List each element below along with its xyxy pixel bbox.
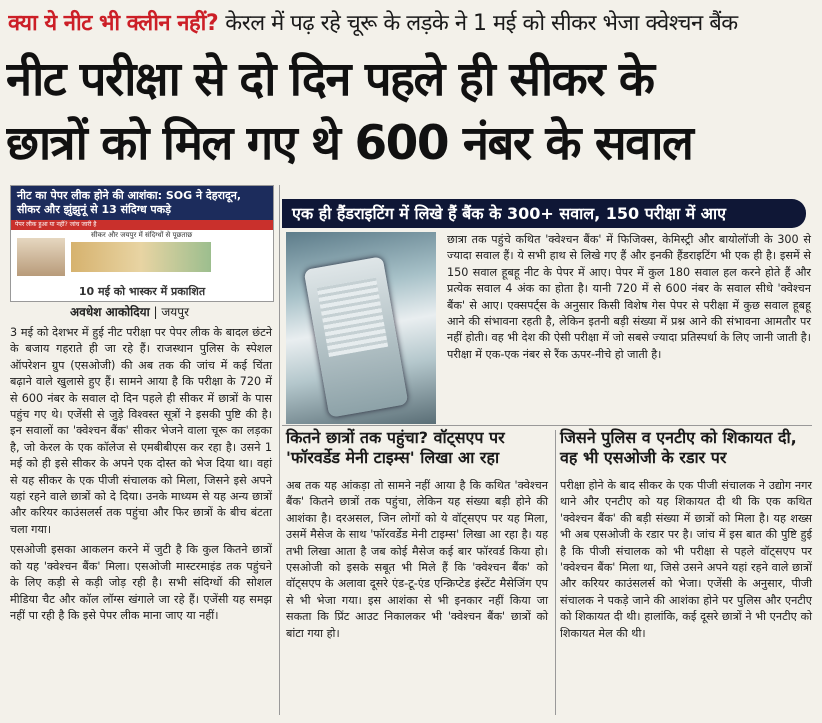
- thumbnail-title: नीट का पेपर लीक होने की आशंका: SOG ने देहरादून, सीकर और झुंझुनूं से 13 संदिग्ध पकड़े: [11, 186, 273, 220]
- phone-image: [304, 256, 409, 418]
- middle-story-text: अब तक यह आंकड़ा तो सामने नहीं आया है कि कथित 'क्वेश्चन बैंक' कितने छात्रों तक पहुंचा, लेकिन यह संख्या बड़ी होने की आशंका है। दरअसल, जिन लोगों को ये वॉट्सएप पर यह मिला, उसमें मैसेज के साथ 'फॉरवर्डेड मेनी टाइम्स' लिखा आ रहा है। यह तभी लिखा आता है जब कोई मैसेज कई बार फॉरवर्ड किया हो। एसओजी को इसके सबूत भी मिले हैं कि 'क्वेश्चन बैंक' को वॉट्सएप के अलावा दूसरे एंड-टू-एंड एन्क्रिप्टेड इंस्टेंट मैसेजिंग एप से भी भेजा गया। इस आशंका से भी इनकार नहीं किया जा सकता कि प्रिंट आउट निकालकर भी 'क्वेश्चन बैंक' छात्रों को बांटा गया हो।: [286, 479, 548, 640]
- column-divider: [279, 185, 280, 715]
- side-story-text: छात्रा तक पहुंचे कथित 'क्वेश्चन बैंक' में फिजिक्स, केमिस्ट्री और बायोलॉजी के 300 से ज्यादा सवाल हैं। ये सभी हाथ से लिखे गए हैं और इनकी हैंडराइटिंग भी एक ही है। इसमें से 150 सवाल हूबहू नीट के पेपर में आए। पेपर में कुल 180 सवाल हल करने होते हैं और प्रत्येक सवाल 4 अंक का होता है। यानी 720 में से 600 नंबर के सवाल सीधे 'क्वेश्चन बैंक' से आए। एक्सपर्ट्स के अनुसार किसी विशेष गेस पेपर से परीक्षा में कुछ सवाल हूबहू आने की संभावना रहती है, लेकिन इतनी बड़ी संख्या में प्रश्न आने की संभावना आमतौर पर नहीं होती। वह भी देश की ऐसी परीक्षा में जो सबसे ज्यादा प्रतिस्पर्धा के लिए जानी जाती है। परीक्षा में एक-एक नंबर से रैंक ऊपर-नीचे हो जाती है।: [447, 233, 811, 361]
- thumbnail-photo: [17, 238, 65, 276]
- left-paragraph-1: 3 मई को देशभर में हुई नीट परीक्षा पर पेपर लीक के बादल छंटने के बजाय गहराते ही जा रहे हैं। राजस्थान पुलिस के स्पेशल ऑपरेशन ग्रुप (एसओजी) की अब तक की जांच में कई चिंता बढ़ाने वाले खुलासे हुए हैं। सामने आया है कि परीक्षा के 720 में से 600 नंबर के सवाल दो दिन पहले ही सीकर में छात्रों के पास पहुंच गए थे। एजेंसी से जुड़े विश्वस्त सूत्रों ने इसकी पुष्टि की है। इन सवालों का 'क्वेश्चन बैंक' सीकर भेजने वाला चूरू का लड़का है, जो केरल के एक कॉलेज से एमबीबीएस कर रहा है। उसने 1 मई को ही इसे सीकर के अपने एक दोस्त को भेज दिया था। वहां से यह सीकर के एक पीजी संचालक को मिला, जिसने इसे अपने यहां रहने वाले छात्रों को दे दिया। उनके माध्यम से यह अन्य छात्रों और करियर काउंसलर्स तक पहुंचा और फिर छात्रों के बीच बंटता चला गया।: [10, 326, 272, 536]
- left-column: [10, 325, 272, 628]
- kicker-text: क्या ये नीट भी क्लीन नहीं?: [8, 11, 219, 36]
- byline: [70, 303, 189, 320]
- handwritten-question-bank-photo: [286, 232, 436, 424]
- middle-story-heading: कितने छात्रों तक पहुंचा? वॉट्सएप पर 'फॉरवर्डेड मेनी टाइम्स' लिखा आ रहा: [286, 428, 505, 467]
- deck-subtitle: केरल में पढ़ रहे चूरू के लड़के ने 1 मई को सीकर भेजा क्वेश्चन बैंक: [225, 11, 738, 36]
- previous-edition-thumbnail: [10, 185, 274, 302]
- byline-author: अवधेश आकोदिया: [70, 305, 150, 319]
- byline-city: जयपुर: [161, 305, 189, 319]
- horizontal-divider: [282, 425, 812, 426]
- right-story-heading: जिसने पुलिस व एनटीए को शिकायत दी, वह भी एसओजी के रडार पर: [560, 428, 797, 467]
- main-headline: [6, 48, 816, 176]
- thumbnail-note: सीकर और जयपुर में संदिग्धों से पूछताछ: [91, 231, 193, 239]
- right-story-text: परीक्षा होने के बाद सीकर के एक पीजी संचालक ने उद्योग नगर थाने और एनटीए को यह शिकायत दी थी कि एक कथित 'क्वेश्चन बैंक' की बड़ी संख्या में छात्रों को मिला है। यह शख्स भी अब एसओजी के रडार पर है। जांच में इस बात की पुष्टि हुई है कि पीजी संचालक को भी परीक्षा से पहले वॉट्सएप पर 'क्वेश्चन बैंक' मिला था, जिसे उसने अपने यहां रहने वाले छात्रों और करियर काउंसलर्स को भेजा। एजेंसी के अनुसार, पीजी संचालक ने पकड़े जाने की आशंका होने पर पुलिस और एनटीए को शिकायत दी थी। हालांकि, कई दूसरे छात्रों ने भी एनटीए को शिकायत मेल की थी।: [560, 479, 812, 640]
- column-divider-2: [555, 430, 556, 715]
- headline-line-2: छात्रों को मिल गए थे 600 नंबर के सवाल: [6, 116, 693, 171]
- top-deck: [8, 4, 814, 44]
- side-story-banner: एक ही हैंडराइटिंग में लिखे हैं बैंक के 300+ सवाल, 150 परीक्षा में आए: [282, 199, 806, 228]
- left-paragraph-2: एसओजी इसका आकलन करने में जुटी है कि कुल कितने छात्रों को यह 'क्वेश्चन बैंक' मिला। एसओजी मास्टरमाइंड तक पहुंचने के लिए कड़ी से कड़ी जोड़ रही है। सभी संदिग्धों की सोशल मीडिया चैट और कॉल लॉग्स खंगाले जा रहे हैं। एजेंसी यह समझ नहीं पा रही है कि इसे पेपर लीक माना जाए या नहीं।: [10, 543, 272, 622]
- byline-separator: |: [153, 305, 162, 319]
- thumbnail-strip: पेपर लीक हुआ या नहीं? जांच जारी है: [11, 220, 273, 230]
- thumbnail-photo-building: [71, 242, 211, 272]
- headline-line-1: नीट परीक्षा से दो दिन पहले ही सीकर के: [6, 52, 654, 107]
- thumbnail-caption: 10 मई को भास्कर में प्रकाशित: [78, 285, 206, 298]
